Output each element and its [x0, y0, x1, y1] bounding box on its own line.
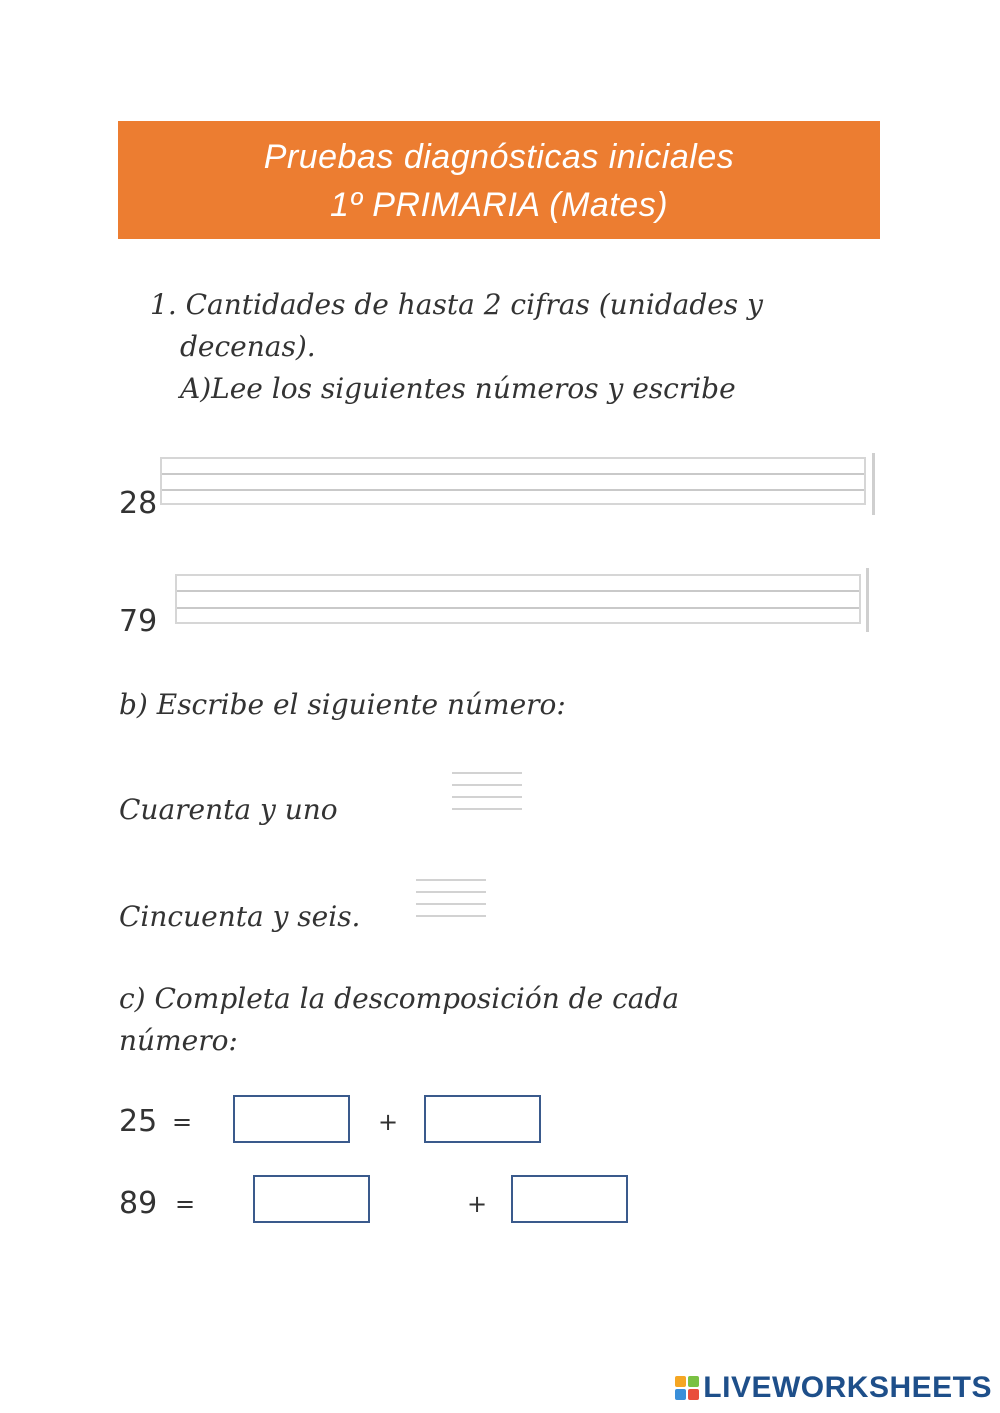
units-answer-box[interactable] [511, 1175, 628, 1223]
tens-answer-box[interactable] [233, 1095, 350, 1143]
logo-block [675, 1376, 686, 1387]
item-cuarenta-y-uno: Cuarenta y uno [119, 793, 338, 826]
section-c-line1: c) Completa la descomposición de cada [119, 982, 680, 1015]
answer-lines-1[interactable] [452, 772, 522, 812]
plus-sign: + [467, 1190, 488, 1218]
decomp-number-89: 89 [119, 1186, 158, 1221]
reading-number-28: 28 [119, 486, 158, 521]
answer-lines-2[interactable] [416, 879, 486, 919]
units-answer-box[interactable] [424, 1095, 541, 1143]
logo-blocks-icon [675, 1376, 699, 1400]
section1-line2: decenas). [180, 330, 316, 363]
line-end-bar [872, 453, 875, 515]
section-c-line2: número: [119, 1024, 238, 1057]
writing-lines-79[interactable] [175, 574, 861, 624]
logo-block [688, 1376, 699, 1387]
reading-number-79: 79 [119, 604, 158, 639]
item-cincuenta-y-seis: Cincuenta y seis. [119, 900, 361, 933]
liveworksheets-logo [675, 1371, 992, 1405]
tens-answer-box[interactable] [253, 1175, 370, 1223]
brand-name: LIVEWORKSHEETS [703, 1371, 992, 1404]
section1-line3: A)Lee los siguientes números y escribe [180, 372, 736, 405]
logo-block [688, 1389, 699, 1400]
equals-sign: = [175, 1190, 196, 1218]
plus-sign: + [378, 1108, 399, 1136]
section-b-title: b) Escribe el siguiente número: [119, 688, 566, 721]
decomp-number-25: 25 [119, 1104, 158, 1139]
equals-sign: = [172, 1108, 193, 1136]
title-line-2: 1º PRIMARIA (Mates) [329, 186, 669, 224]
title-banner [118, 121, 880, 239]
section1-line1: 1. Cantidades de hasta 2 cifras (unidades y [150, 288, 763, 321]
writing-lines-28[interactable] [160, 457, 866, 505]
title-line-1: Pruebas diagnósticas iniciales [263, 138, 735, 176]
line-end-bar [866, 568, 869, 632]
logo-block [675, 1389, 686, 1400]
